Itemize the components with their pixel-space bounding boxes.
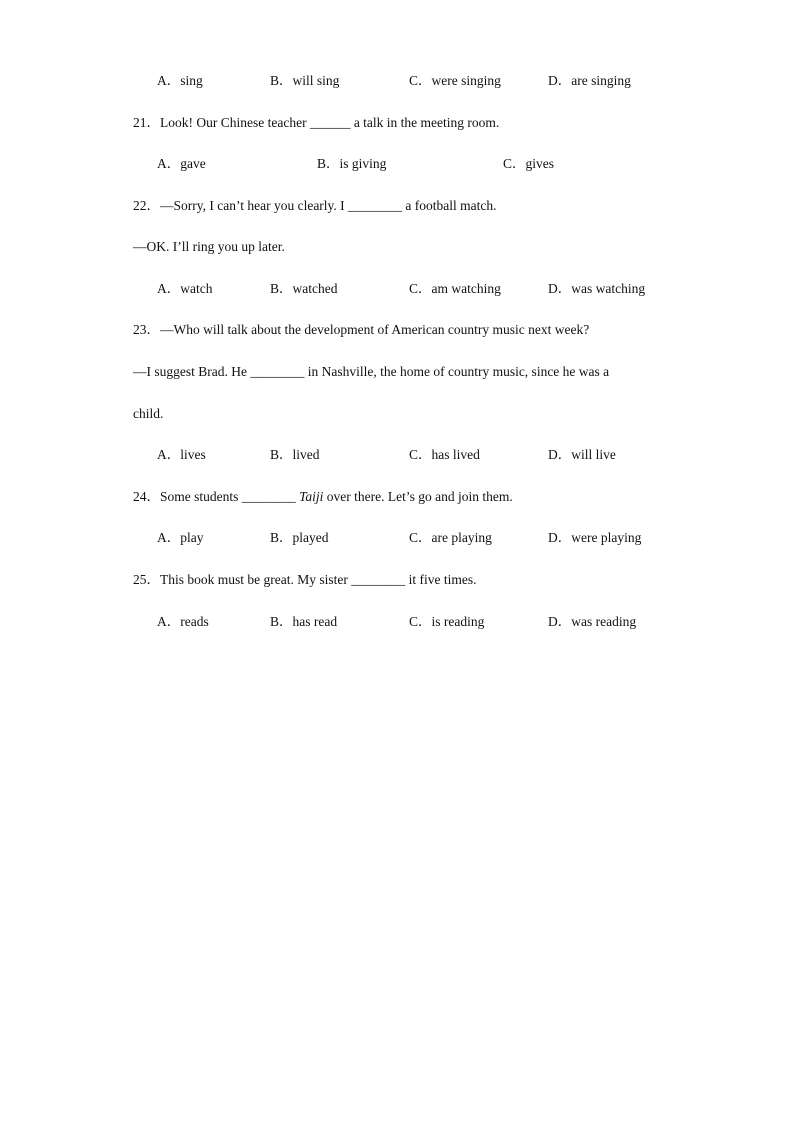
q25-number: 25． [133, 572, 160, 587]
q21-option-a[interactable]: A．gave [157, 156, 206, 171]
q22-option-c[interactable]: C．am watching [409, 281, 501, 296]
q24-option-d[interactable]: D．were playing [548, 530, 642, 545]
q25-option-b[interactable]: B．has read [270, 614, 338, 629]
q23-reply: —I suggest Brad. He ________ in Nashville, the home of country music, since he was a [133, 364, 610, 379]
q22-option-b[interactable]: B．watched [270, 281, 338, 296]
q23-option-a[interactable]: A．lives [157, 447, 206, 462]
q20-option-a[interactable]: A．sing [157, 73, 203, 88]
q21-text: Look! Our Chinese teacher ______ a talk in the meeting room. [160, 115, 500, 130]
q25-text: This book must be great. My sister ________ it five times. [160, 572, 477, 587]
q24-text-after: over there. Let’s go and join them. [323, 489, 513, 504]
q24-option-a[interactable]: A．play [157, 530, 204, 545]
q25-option-c[interactable]: C．is reading [409, 614, 485, 629]
q23-text: —Who will talk about the development of American country music next week? [160, 322, 590, 337]
q21-option-b[interactable]: B．is giving [317, 156, 387, 171]
q24-option-b[interactable]: B．played [270, 530, 329, 545]
q24-question [133, 488, 513, 506]
q23-option-d[interactable]: D．will live [548, 447, 616, 462]
q23-option-b[interactable]: B．lived [270, 447, 320, 462]
q21-option-c[interactable]: C．gives [503, 156, 555, 171]
q24-text-italic: Taiji [299, 489, 324, 504]
q22-text: —Sorry, I can’t hear you clearly. I ________ a football match. [160, 198, 497, 213]
q23-question [133, 321, 589, 339]
q21-number: 21． [133, 115, 160, 130]
q24-number: 24． [133, 489, 160, 504]
q21-question [133, 114, 499, 132]
q22-option-d[interactable]: D．was watching [548, 281, 646, 296]
q22-number: 22． [133, 198, 160, 213]
q25-option-a[interactable]: A．reads [157, 614, 209, 629]
q20-option-d[interactable]: D．are singing [548, 73, 631, 88]
q24-text-before: Some students ________ [160, 489, 300, 504]
q23-number: 23． [133, 322, 160, 337]
q20-option-c[interactable]: C．were singing [409, 73, 501, 88]
q23-reply-continued: child. [133, 406, 164, 421]
q22-reply: —OK. I’ll ring you up later. [133, 239, 285, 254]
q23-option-c[interactable]: C．has lived [409, 447, 480, 462]
q22-option-a[interactable]: A．watch [157, 281, 213, 296]
q25-question [133, 571, 476, 589]
q20-option-b[interactable]: B．will sing [270, 73, 340, 88]
q25-option-d[interactable]: D．was reading [548, 614, 637, 629]
q24-option-c[interactable]: C．are playing [409, 530, 492, 545]
q22-question [133, 197, 497, 215]
